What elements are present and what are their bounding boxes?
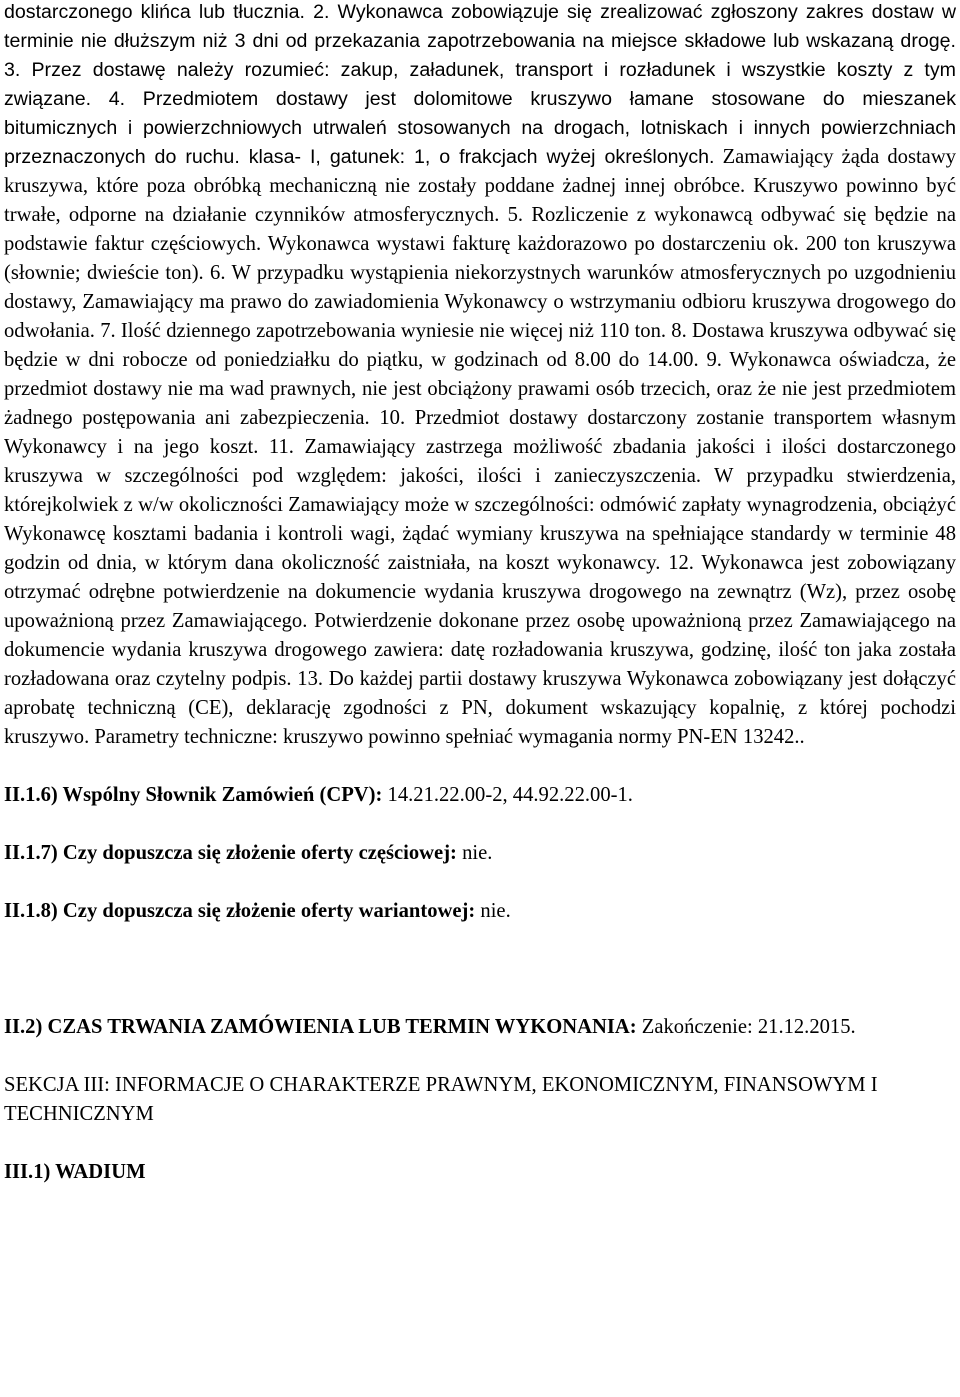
delivery-conditions-text: Zamawiający żąda dostawy kruszywa, które poza obróbką mechaniczną nie zostały poddane żadnej innej obróbce. Kruszywo powinno być trwałe, odporne na działanie czynników atmosferycznych. 5. Rozliczenie z wykonawcą odbywać się będzie na podstawie faktur częściowych. Wykonawca wystawi fakturę każdorazowo po dostarczeniu ok. 200 ton kruszywa (słownie; dwieście ton). 6. W przypadku wystąpienia niekorzystnych warunków atmosferycznych po uzgodnieniu dostawy, Zamawiający ma prawo do zawiadomienia Wykonawcy o wstrzymaniu odbioru kruszywa drogowego do odwołania. 7. Ilość dziennego zapotrzebowania wyniesie nie więcej niż 110 ton. 8. Dostawa kruszywa odbywać się będzie w dni robocze od poniedziałku do piątku, w godzinach od 8.00 do 14.00. 9. Wykonawca oświadcza, że przedmiot dostawy nie ma wad prawnych, nie jest obciążony prawami osób trzecich, oraz że nie jest przedmiotem żadnego postępowania ani zabezpieczenia. 10. Przedmiot dostawy dostarczony zostanie transportem własnym Wykonawcy i na jego koszt. 11. Zamawiający zastrzega możliwość zbadania jakości i ilości dostarczonego kruszywa w szczególności pod względem: jakości, ilości i zanieczyszczenia. W przypadku stwierdzenia, którejkolwiek z w/w okoliczności Zamawiający może w szczególności: odmówić zapłaty wynagrodzenia, obciążyć Wykonawcę kosztami badania i kontroli wagi, żądać wymiany kruszywa na spełniające standardy w terminie 48 godzin od dnia, w którym dana okoliczność zaistniała, na koszt wykonawcy. 12. Wykonawca jest zobowiązany otrzymać odrębne potwierdzenie na dokumencie wydania kruszywa drogowego na zewnątrz (Wz), przez osobę upoważnioną przez Zamawiającego. Potwierdzenie dokonane przez osobę upoważnioną przez Zamawiającego na dokumencie wydania kruszywa drogowego zawiera: datę rozładowania kruszywa, godzinę, ilość ton jaka została rozładowana oraz czytelny podpis. 13. Do każdej partii dostawy kruszywa Wykonawca zobowiązany jest dołączyć aprobatę techniczną (CE), deklarację zgodności z PN, dokument wskazujący kopalnię, z której pochodzi kruszywo. Parametry techniczne: kruszywo powinno spełniać wymagania normy PN-EN 13242..: [4, 146, 956, 748]
partial-offers-line: [4, 839, 956, 868]
variant-offers-value: nie.: [475, 900, 511, 922]
section-three-heading: SEKCJA III: INFORMACJE O CHARAKTERZE PRAWNYM, EKONOMICZNYM, FINANSOWYM I TECHNICZNYM: [4, 1074, 878, 1125]
partial-offers-value: nie.: [456, 842, 493, 864]
duration-line: [4, 1013, 956, 1042]
delivery-terms-text: dostarczonego klińca lub tłucznia. 2. Wykonawca zobowiązuje się zrealizować zgłoszony zakres dostaw w terminie nie dłuższym niż 3 dni od przekazania zapotrzebowania na miejsce składowe lub wskazaną drogę. 3. Przez dostawę należy rozumieć: zakup, załadunek, transport i rozładunek i wszystkie koszty z tym związane. 4. Przedmiotem dostawy jest dolomitowe kruszywo łamane stosowane do mieszanek bitumicznych i powierzchniowych utrwaleń stosowanych na drogach, lotniskach i innych powierzchniach przeznaczonych do ruchu. klasa- I, gatunek: 1, o frakcjach wyżej określonych.: [4, 1, 956, 168]
order-description-paragraph: [4, 0, 956, 752]
duration-label: II.2) CZAS TRWANIA ZAMÓWIENIA LUB TERMIN WYKONANIA:: [4, 1016, 637, 1038]
variant-offers-line: [4, 897, 956, 926]
cpv-value: 14.21.22.00-2, 44.92.22.00-1.: [382, 784, 633, 806]
duration-value: Zakończenie: 21.12.2015.: [636, 1016, 856, 1038]
wadium-heading: III.1) WADIUM: [4, 1161, 146, 1183]
document-page: [4, 0, 956, 1187]
cpv-line: [4, 781, 956, 810]
partial-offers-label: II.1.7) Czy dopuszcza się złożenie oferty częściowej:: [4, 842, 457, 864]
variant-offers-label: II.1.8) Czy dopuszcza się złożenie oferty wariantowej:: [4, 900, 476, 922]
cpv-label: II.1.6) Wspólny Słownik Zamówień (CPV):: [4, 784, 383, 806]
